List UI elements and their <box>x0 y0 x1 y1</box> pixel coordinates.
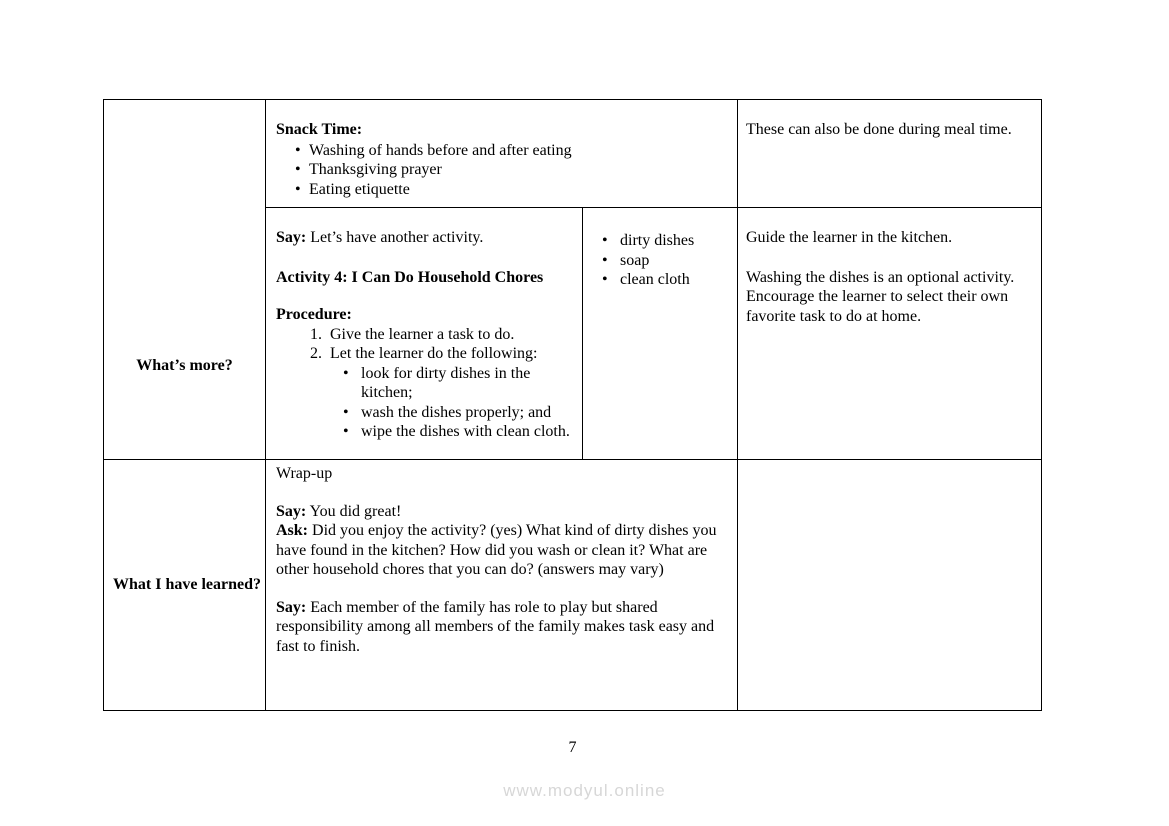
cell-guide <box>738 208 1041 460</box>
bullet-icon: • <box>343 364 349 382</box>
cell-wrapup <box>266 460 738 710</box>
say-text: Let’s have another activity. <box>306 229 484 246</box>
list-item <box>583 251 733 271</box>
list-item <box>276 364 574 403</box>
cell-snack-time <box>266 100 738 208</box>
list-item <box>276 180 727 200</box>
list-item <box>276 160 727 180</box>
cell-empty <box>738 460 1041 710</box>
procedure-label: Procedure: <box>276 306 352 324</box>
activity-title: Activity 4: I Can Do Household Chores <box>276 268 544 286</box>
list-item-text: dirty dishes <box>620 232 695 249</box>
step-text: Let the learner do the following: <box>330 345 538 363</box>
say1-text: You did great! <box>306 502 402 520</box>
cell-whats-more <box>104 100 266 460</box>
say1-line <box>276 502 727 522</box>
bullet-icon: • <box>602 271 608 289</box>
say-label: Say: <box>276 229 307 246</box>
list-item-text: wash the dishes properly; and <box>361 403 552 421</box>
step-item <box>276 325 574 345</box>
bullet-icon: • <box>295 161 301 179</box>
list-item-text: Washing of hands before and after eating <box>309 141 572 159</box>
step-item <box>276 344 574 364</box>
bullet-icon: • <box>602 251 608 269</box>
say2-paragraph <box>276 598 727 657</box>
say2-text: Each member of the family has role to play but shared responsibility among all members of the family makes task easy and fast to finish. <box>276 598 715 655</box>
list-item <box>276 422 574 442</box>
bullet-icon: • <box>343 403 349 421</box>
page-number: 7 <box>568 739 577 756</box>
procedure-steps <box>276 325 574 364</box>
guide-para2: Washing the dishes is an optional activity. Encourage the learner to select their own favorite task to do at home. <box>746 268 1015 325</box>
cell-meal-note <box>738 100 1041 208</box>
list-item <box>276 141 727 161</box>
say-label: Say: <box>276 502 307 520</box>
step-number: 2. <box>310 345 322 363</box>
ask-label: Ask: <box>276 522 309 540</box>
watermark: www.modyul.online <box>503 781 666 800</box>
snack-title: Snack Time: <box>276 121 363 138</box>
step-number: 1. <box>310 325 322 343</box>
procedure-sub-list <box>276 364 574 442</box>
list-item-text: Thanksgiving prayer <box>309 161 442 179</box>
say-label: Say: <box>276 598 307 616</box>
module-table <box>103 99 1042 711</box>
ask-text: Did you enjoy the activity? (yes) What kind of dirty dishes you have found in the kitchen? How did you wash or clean it? What are other household chores that you can do? (answers may vary) <box>276 522 717 579</box>
list-item-text: clean cloth <box>620 271 690 289</box>
list-item-text: Eating etiquette <box>309 180 410 198</box>
list-item-text: soap <box>620 251 650 269</box>
cell-what-i-have-learned <box>104 460 266 710</box>
cell-activity <box>266 208 583 460</box>
list-item <box>583 231 733 251</box>
bullet-icon: • <box>602 232 608 249</box>
list-item <box>276 403 574 423</box>
list-item <box>583 270 733 290</box>
snack-list <box>276 141 727 200</box>
list-item-text: wipe the dishes with clean cloth. <box>361 423 570 441</box>
guide-line1: Guide the learner in the kitchen. <box>746 229 953 246</box>
list-item-text: look for dirty dishes in the kitchen; <box>361 364 531 402</box>
bullet-icon: • <box>295 180 301 198</box>
learned-label: What I have learned? <box>113 576 261 594</box>
ask-paragraph <box>276 521 727 580</box>
whats-more-label: What’s more? <box>136 357 233 374</box>
bullet-icon: • <box>343 423 349 441</box>
say-line <box>276 228 574 248</box>
wrapup-title: Wrap-up <box>276 465 333 482</box>
meal-note-text: These can also be done during meal time. <box>746 121 1012 138</box>
cell-materials <box>583 208 738 460</box>
step-text: Give the learner a task to do. <box>330 325 515 343</box>
bullet-icon: • <box>295 141 301 159</box>
